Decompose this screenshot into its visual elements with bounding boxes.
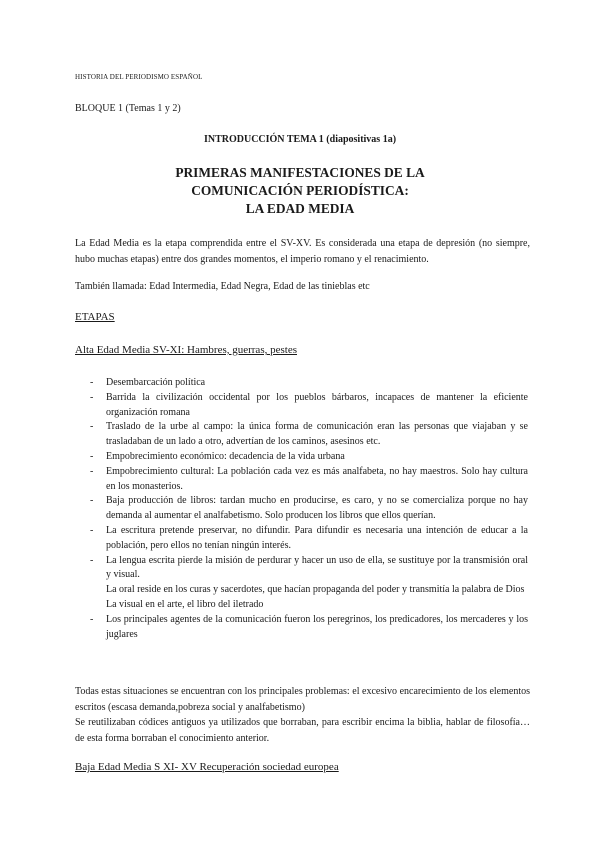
list-item xyxy=(90,613,528,643)
baja-edad-media-heading: Baja Edad Media S XI- XV Recuperación sociedad europea xyxy=(75,761,339,773)
title-line-1: PRIMERAS MANIFESTACIONES DE LA xyxy=(175,165,425,180)
list-item-text: Empobrecimiento económico: decadencia de la vida urbana xyxy=(106,450,345,462)
list-item-text: Los principales agentes de la comunicación fueron los peregrinos, los predicadores, los mercaderes y los juglares xyxy=(106,613,528,640)
list-item-text: Empobrecimiento cultural: La población cada vez es más analfabeta, no hay maestros. Solo hay cultura en los monasterios. xyxy=(106,465,528,492)
bullet-dash: - xyxy=(90,554,94,566)
bullet-dash: - xyxy=(90,495,94,507)
list-item-subtext: La visual en el arte, el libro del iletrado xyxy=(106,598,264,610)
bullet-dash: - xyxy=(90,377,94,388)
bullet-dash: - xyxy=(90,524,94,536)
list-item-subtext: La oral reside en los curas y sacerdotes, que hacían propaganda del poder y transmitía la palabra de Dios xyxy=(106,584,525,596)
list-item xyxy=(90,450,528,465)
list-item-text: Barrida la civilización occidental por los pueblos bárbaros, incapaces de mantener la eficiente organización romana xyxy=(106,391,528,418)
list-item xyxy=(90,554,528,613)
bullet-dash: - xyxy=(90,465,94,477)
problems-text-1: Todas estas situaciones se encuentran con los principales problemas: el excesivo encarecimiento de los elementos escritos (escasa demanda,pobreza social y analfabetismo) xyxy=(75,686,530,713)
problems-paragraph xyxy=(75,684,530,746)
list-item xyxy=(90,376,528,391)
main-title xyxy=(0,164,600,218)
bullet-dash: - xyxy=(90,450,94,462)
aliases-paragraph: También llamada: Edad Intermedia, Edad Negra, Edad de las tinieblas etc xyxy=(75,281,370,292)
problems-text-2: Se reutilizaban códices antiguos ya utilizados que borraban, para escribir encima la biblia, hablar de filosofía… de esta forma borraban el conocimiento anterior. xyxy=(75,717,530,744)
list-item-text: Baja producción de libros: tardan mucho en producirse, es caro, y no se comercializa porque no hay demanda al aumentar el analfabetismo. Solo producen los libros que ellos querían. xyxy=(106,495,528,522)
bullet-dash: - xyxy=(90,421,94,433)
list-item xyxy=(90,420,528,450)
intro-heading: INTRODUCCIÓN TEMA 1 (diapositivas 1a) xyxy=(203,134,397,145)
characteristics-list xyxy=(90,376,528,642)
title-line-3: LA EDAD MEDIA xyxy=(245,201,355,216)
title-line-2: COMUNICACIÓN PERIODÍSTICA: xyxy=(191,183,409,198)
intro-paragraph: La Edad Media es la etapa comprendida entre el SV-XV. Es considerada una etapa de depresión (no siempre, hubo muchas etapas) entre dos grandes momentos, el imperio romano y el renacimiento. xyxy=(75,238,530,265)
alta-edad-media-heading: Alta Edad Media SV-XI: Hambres, guerras, pestes xyxy=(75,344,297,356)
bloque-label: BLOQUE 1 (Temas 1 y 2) xyxy=(75,103,181,114)
list-item xyxy=(90,524,528,554)
list-item-text: La lengua escrita pierde la misión de perdurar y hacer un uso de ella, se sustituye por la transmisión oral y visual. xyxy=(106,554,528,581)
list-item xyxy=(90,494,528,524)
list-item xyxy=(90,391,528,421)
list-item xyxy=(90,465,528,495)
list-item-text: Traslado de la urbe al campo: la única forma de comunicación eran las personas que viajaban y se trasladaban de un lado a otro, advertían de los caminos, asesinos etc. xyxy=(106,421,528,448)
list-item-text: Desembarcación política xyxy=(106,377,206,388)
bullet-dash: - xyxy=(90,613,94,625)
document-header: HISTORIA DEL PERIODISMO ESPAÑOL xyxy=(75,73,203,81)
etapas-heading: ETAPAS xyxy=(75,311,115,323)
list-item-text: La escritura pretende preservar, no difundir. Para difundir es necesaria una intención de educar a la población, pero ellos no tenían ningún interés. xyxy=(106,524,528,551)
bullet-dash: - xyxy=(90,391,94,403)
